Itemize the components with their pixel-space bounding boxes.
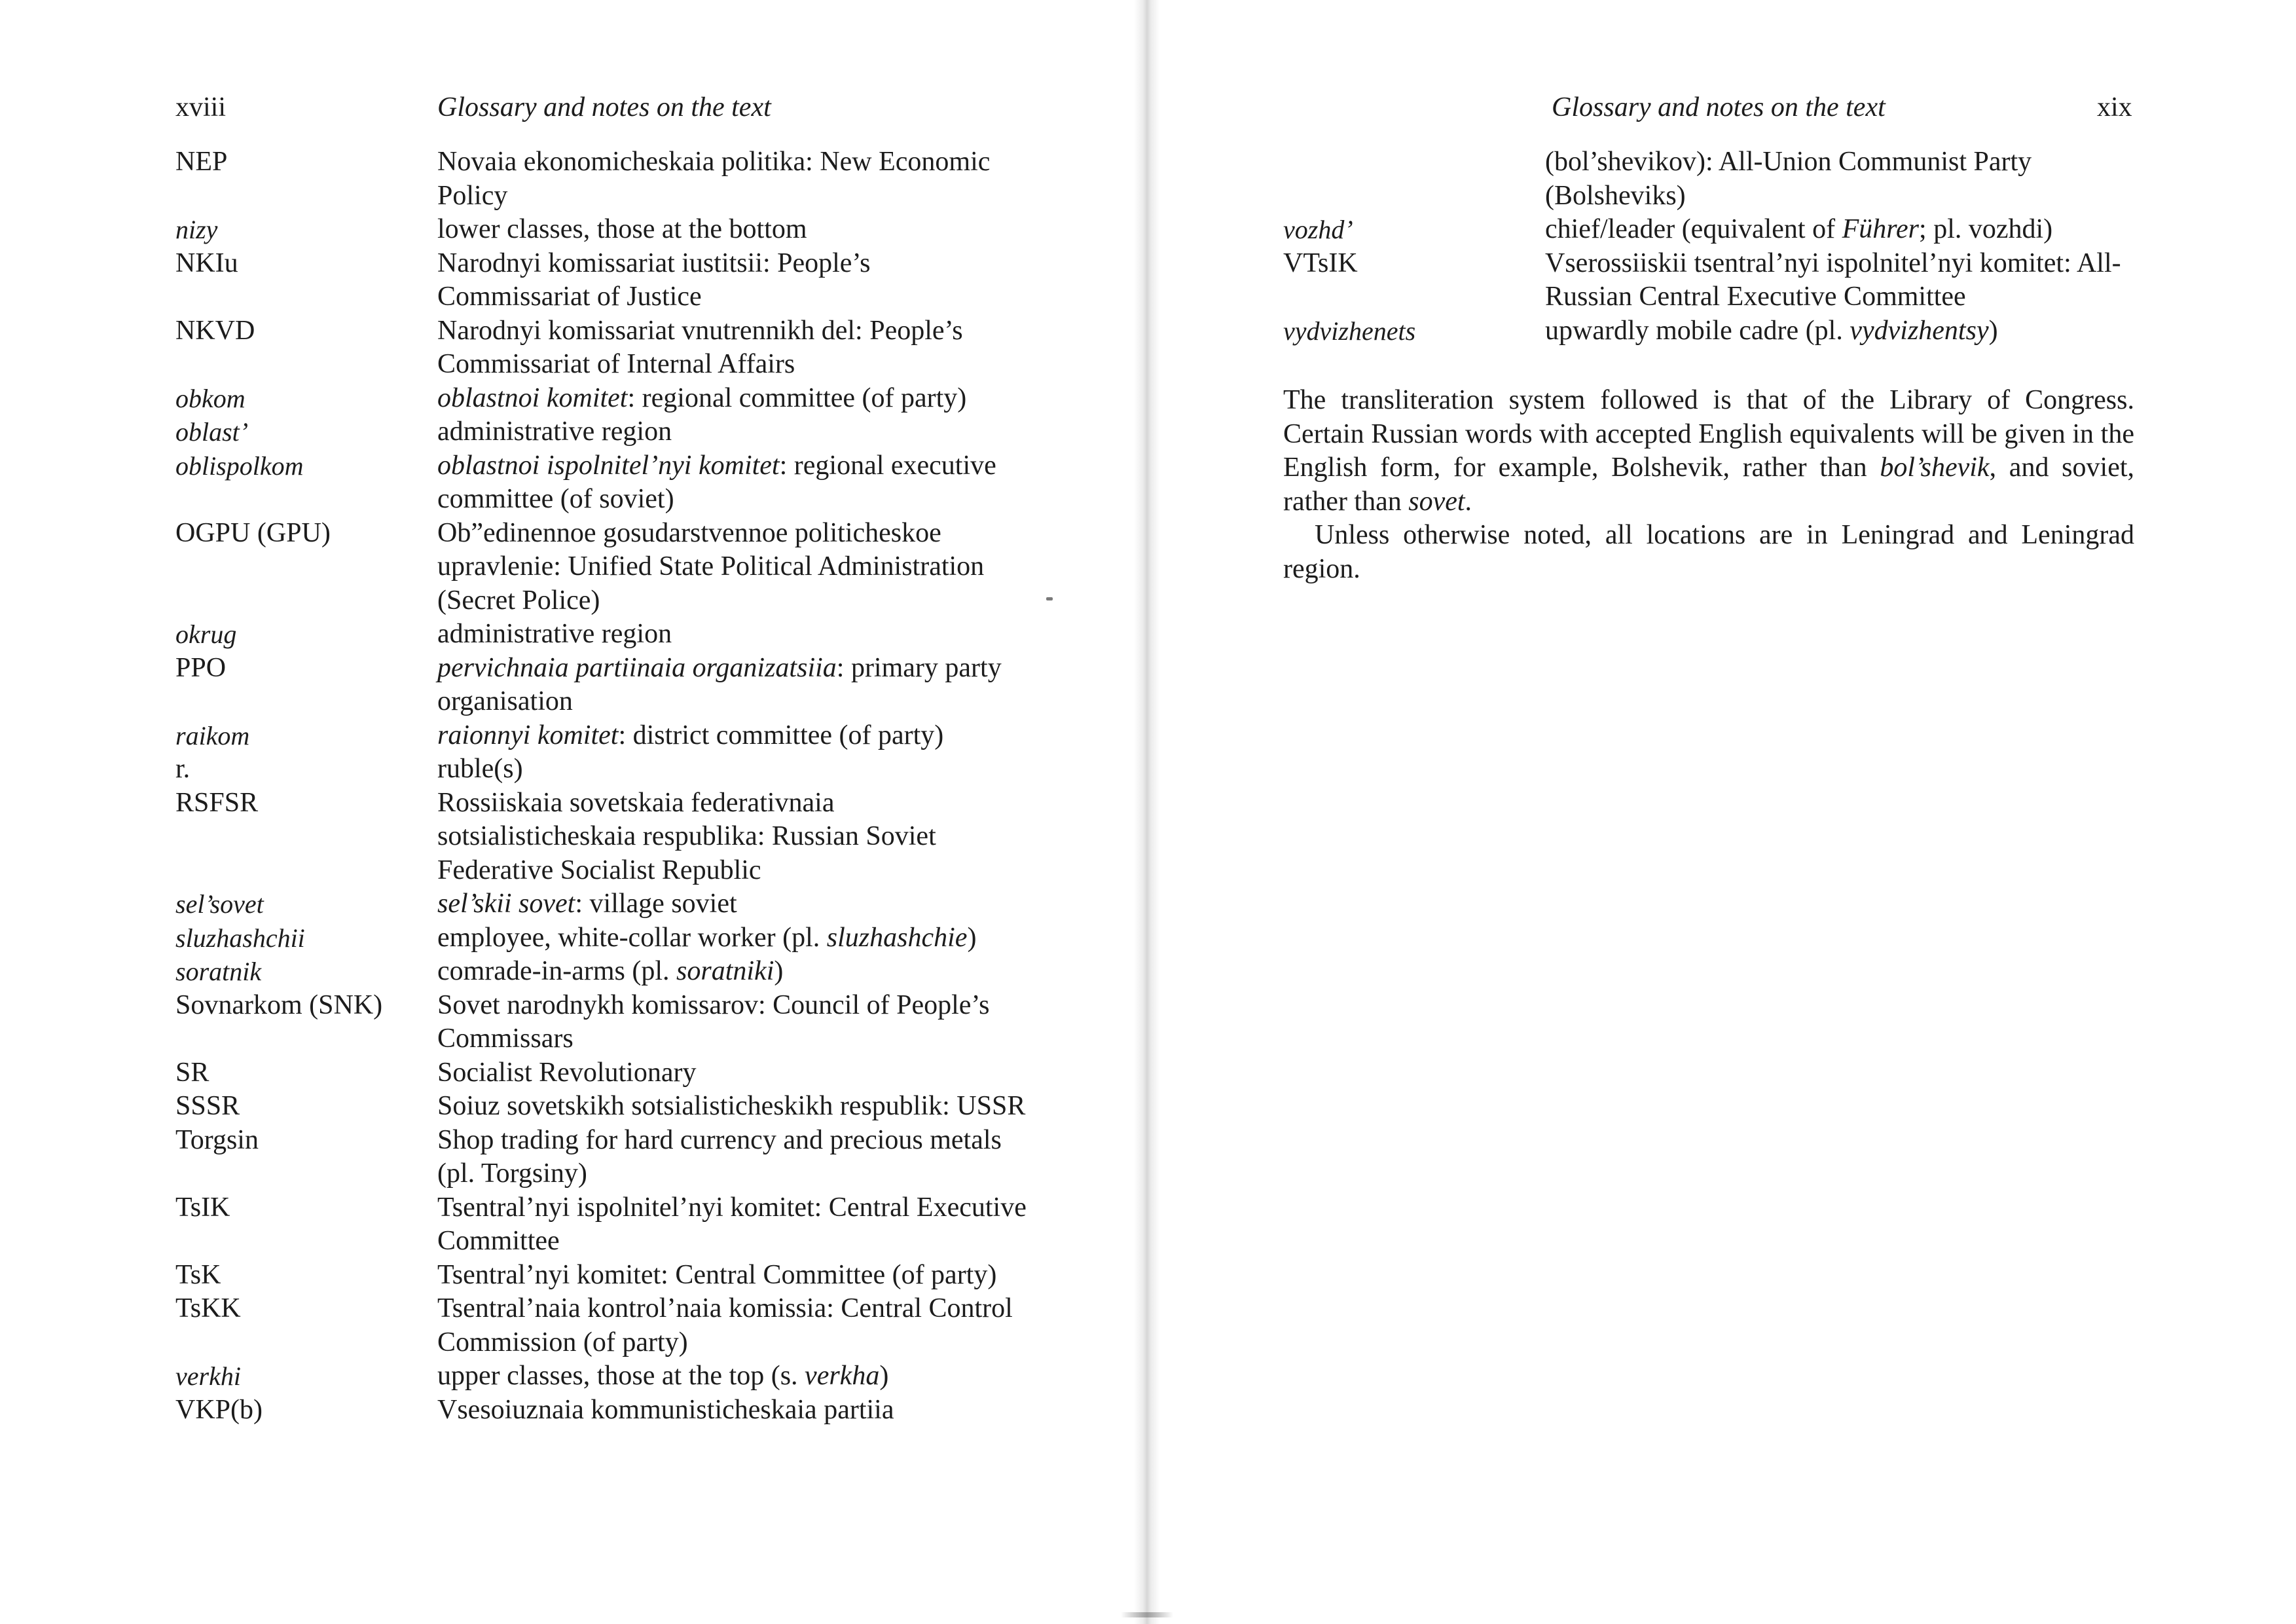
glossary-term: sluzhashchii xyxy=(175,923,305,953)
glossary-term: sel’sovet xyxy=(175,889,264,919)
right-glossary-list xyxy=(1283,145,2134,348)
right-folio: xix xyxy=(2097,92,2132,122)
notes-paragraph-1: The transliteration system followed is that of the Library of Congress. Certain Russian words with accepted English equivalents will be given in the English form, for example, Bolshevik, rather than bol’shevik, and soviet, rather than sovet. xyxy=(1283,385,2134,517)
glossary-term: TsIK xyxy=(175,1192,230,1223)
glossary-definition: upper classes, those at the top (s. verkha) xyxy=(437,1361,889,1391)
glossary-term: VTsIK xyxy=(1283,248,1358,278)
glossary-definition: Tsentral’naia kontrol’naia komissia: Central Control Commission (of party) xyxy=(437,1293,1013,1357)
gutter-shadow xyxy=(1121,1612,1173,1617)
glossary-term xyxy=(1283,145,1545,213)
glossary-term: Sovnarkom (SNK) xyxy=(175,989,383,1020)
glossary-term: oblispolkom xyxy=(175,451,304,481)
left-running-head: Glossary and notes on the text xyxy=(437,92,771,122)
glossary-term: nizy xyxy=(175,215,218,244)
glossary-term: verkhi xyxy=(175,1361,241,1391)
glossary-definition: Tsentral’nyi ispolnitel’nyi komitet: Central Executive Committee xyxy=(437,1192,1027,1256)
glossary-definition: pervichnaia partiinaia organizatsiia: primary party organisation xyxy=(437,652,1002,716)
glossary-term: NEP xyxy=(175,147,228,177)
glossary-definition: (bol’shevikov): All-Union Communist Party (Bolsheviks) xyxy=(1545,147,2032,211)
glossary-definition: comrade-in-arms (pl. soratniki) xyxy=(437,956,784,986)
glossary-definition: administrative region xyxy=(437,619,672,649)
glossary-definition: Ob”edinennoe gosudarstvennoe politicheskoe upravlenie: Unified State Political Administration (Secret Police) xyxy=(437,517,985,616)
glossary-term: OGPU (GPU) xyxy=(175,517,331,548)
glossary-term: okrug xyxy=(175,619,237,649)
glossary-definition: Shop trading for hard currency and precious metals (pl. Torgsiny) xyxy=(437,1124,1002,1189)
glossary-term: TsK xyxy=(175,1259,221,1290)
glossary-definition: Socialist Revolutionary xyxy=(437,1057,697,1088)
glossary-definition: oblastnoi komitet: regional committee (of party) xyxy=(437,382,967,413)
glossary-term: SSSR xyxy=(175,1091,240,1121)
glossary-term: oblast’ xyxy=(175,417,249,447)
glossary-term: TsKK xyxy=(175,1293,241,1323)
glossary-definition: chief/leader (equivalent of Führer; pl. vozhdi) xyxy=(1545,214,2053,244)
glossary-definition: Narodnyi komissariat iustitsii: People’s Commissariat of Justice xyxy=(437,248,871,312)
glossary-term: SR xyxy=(175,1057,210,1088)
glossary-term: Torgsin xyxy=(175,1124,259,1155)
notes-paragraph-2: Unless otherwise noted, all locations are in Leningrad and Leningrad region. xyxy=(1283,520,2134,584)
glossary-definition: Vserossiiskii tsentral’nyi ispolnitel’nyi komitet: All-Russian Central Executive Committee xyxy=(1545,248,2121,312)
glossary-term: NKIu xyxy=(175,248,238,278)
glossary-definition: lower classes, those at the bottom xyxy=(437,214,807,244)
glossary-definition: ruble(s) xyxy=(437,754,523,784)
glossary-term: NKVD xyxy=(175,315,255,346)
glossary-definition: employee, white-collar worker (pl. sluzhashchie) xyxy=(437,922,977,953)
book-gutter xyxy=(1134,0,1160,1624)
glossary-term: VKP(b) xyxy=(175,1394,263,1425)
glossary-term: soratnik xyxy=(175,957,262,986)
right-page xyxy=(1172,0,2296,1624)
glossary-definition: Soiuz sovetskikh sotsialisticheskikh respublik: USSR xyxy=(437,1091,1026,1121)
glossary-definition: Sovet narodnykh komissarov: Council of People’s Commissars xyxy=(437,989,990,1054)
glossary-term: vydvizhenets xyxy=(1283,316,1416,346)
glossary-term: obkom xyxy=(175,383,246,413)
glossary-term: raikom xyxy=(175,720,250,750)
transliteration-notes xyxy=(1283,384,2134,586)
glossary-definition: Tsentral’nyi komitet: Central Committee (of party) xyxy=(437,1259,997,1290)
glossary-term: PPO xyxy=(175,652,227,683)
glossary-definition: Rossiiskaia sovetskaia federativnaia sotsialisticheskaia respublika: Russian Soviet Federative Socialist Republic xyxy=(437,787,936,885)
right-running-head: Glossary and notes on the text xyxy=(1552,92,1886,122)
glossary-definition: Novaia ekonomicheskaia politika: New Economic Policy xyxy=(437,147,991,211)
glossary-definition: Vsesoiuznaia kommunisticheskaia partiia xyxy=(437,1394,894,1425)
glossary-definition: sel’skii sovet: village soviet xyxy=(437,889,737,919)
left-page xyxy=(0,0,1126,1624)
glossary-definition: oblastnoi ispolnitel’nyi komitet: regional executive committee (of soviet) xyxy=(437,450,996,514)
glossary-definition: upwardly mobile cadre (pl. vydvizhentsy) xyxy=(1545,315,1998,346)
left-folio: xviii xyxy=(175,92,227,122)
glossary-definition: administrative region xyxy=(437,416,672,447)
glossary-term: RSFSR xyxy=(175,787,259,818)
glossary-definition: raionnyi komitet: district committee (of party) xyxy=(437,720,944,750)
glossary-definition: Narodnyi komissariat vnutrennikh del: People’s Commissariat of Internal Affairs xyxy=(437,315,963,379)
glossary-term: r. xyxy=(175,754,191,784)
glossary-term: vozhd’ xyxy=(1283,215,1353,244)
left-glossary-list xyxy=(175,145,1105,1427)
